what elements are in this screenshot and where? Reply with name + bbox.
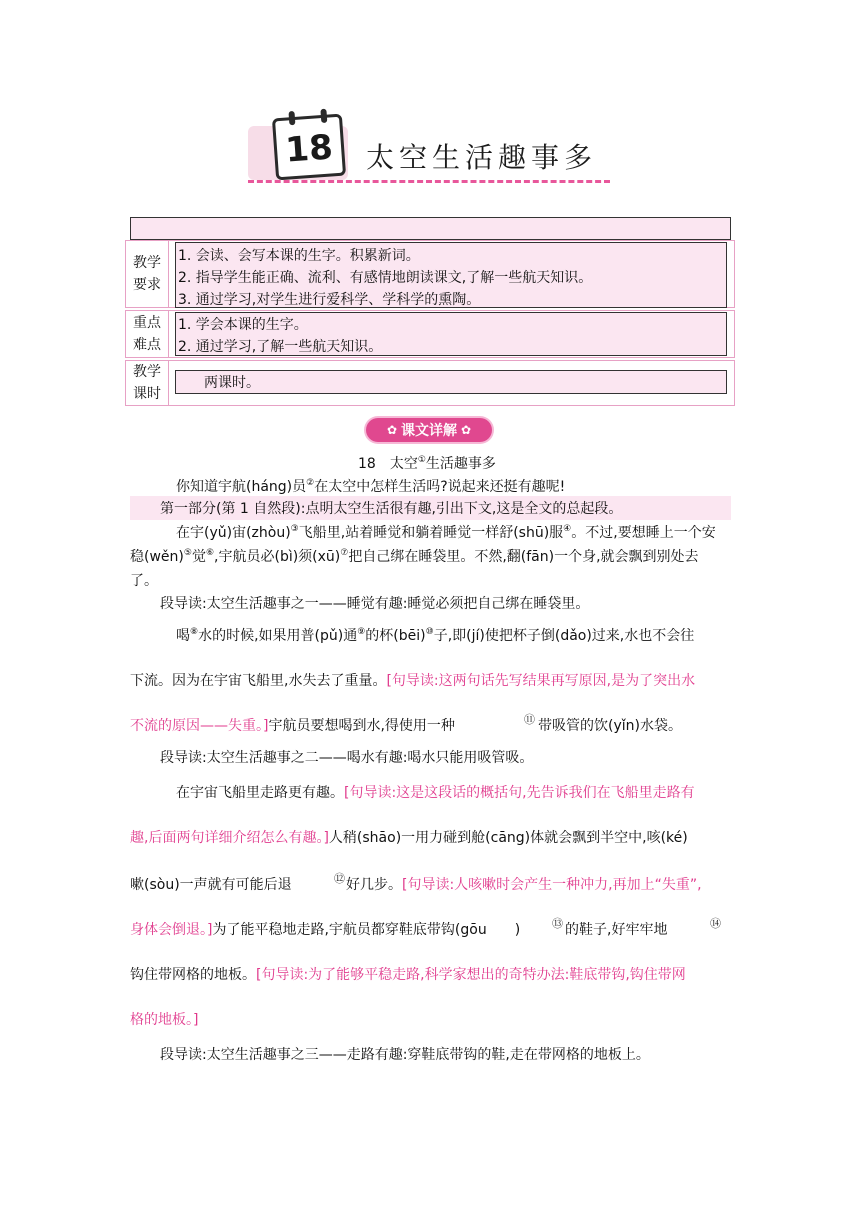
paragraph-line — [130, 828, 688, 848]
text-span: 生活趣事多 — [425, 456, 496, 472]
sentence-guide: 趣,后面两句详细介绍怎么有趣。] — [130, 830, 329, 846]
paragraph-line — [130, 671, 695, 691]
footnote-mark: ① — [417, 455, 426, 465]
row-content — [175, 312, 727, 356]
footnote-mark: ⑤ — [183, 548, 192, 558]
footnote-mark: ⑨ — [357, 627, 366, 637]
footnote-mark: ⑬ — [552, 917, 563, 930]
text-span: 。不过,要想睡上一个安 — [571, 525, 716, 541]
paragraph-line — [346, 875, 702, 895]
row-label — [125, 360, 169, 406]
objective-item: 1. 会读、会写本课的生字。积累新词。 — [178, 248, 420, 264]
row-label-line: 重点 — [133, 315, 161, 331]
key-point-item: 1. 学会本课的生字。 — [178, 317, 308, 333]
paragraph-line: 带吸管的饮(yǐn)水袋。 — [538, 718, 682, 734]
row-label-line: 课时 — [133, 386, 161, 402]
text-span: 在宇(yǔ)宙(zhòu) — [176, 525, 291, 541]
sentence-guide: [句导读:这两句话先写结果再写原因,是为了突出水 — [386, 673, 696, 689]
section-badge — [366, 418, 492, 442]
objective-row-key-points — [125, 310, 735, 358]
paragraph-line — [130, 716, 455, 736]
part-summary: 第一部分(第 1 自然段):点明太空生活很有趣,引出下文,这是全文的总起段。 — [160, 501, 623, 517]
footnote-mark: ⑩ — [425, 627, 434, 637]
row-content — [175, 242, 727, 308]
text-span: 在太空中怎样生活吗?说起来还挺有趣呢! — [314, 479, 566, 495]
text-span: 的杯(bēi) — [365, 628, 426, 644]
paragraph-line — [130, 965, 686, 985]
objective-row-periods — [125, 360, 735, 406]
sentence-guide: 身体会倒退。] — [130, 922, 213, 938]
text-span: 好几步。 — [346, 877, 402, 893]
footnote-mark: ⑪ — [524, 713, 535, 726]
objective-row-goals — [125, 240, 735, 308]
footnote-mark: ⑧ — [190, 627, 199, 637]
text-heading — [358, 454, 496, 474]
paragraph-line: 嗽(sòu)一声就有可能后退 — [130, 877, 292, 893]
section-badge-label: 课文详解 — [401, 423, 457, 439]
row-label — [125, 310, 169, 358]
sentence-guide: 不流的原因——失重。] — [130, 718, 269, 734]
footnote-mark: ④ — [563, 524, 572, 534]
title-underline — [248, 180, 610, 183]
period-value: 两课时。 — [204, 375, 260, 391]
calendar-icon — [272, 114, 346, 181]
lesson-number: 18 — [284, 127, 335, 171]
sentence-guide: [句导读:这是这段话的概括句,先告诉我们在飞船里走路有 — [344, 785, 695, 801]
text-span: 把自己绑在睡袋里。不然,翻(fān)一个身,就会飘到别处去 — [348, 549, 699, 565]
paragraph-line: 的鞋子,好牢牢地 — [565, 922, 668, 938]
paragraph-line — [130, 547, 699, 567]
paragraph-guide: 段导读:太空生活趣事之一——睡觉有趣:睡觉必须把自己绑在睡袋里。 — [160, 596, 590, 612]
footnote-mark: ③ — [290, 524, 299, 534]
paragraph-guide: 段导读:太空生活趣事之二——喝水有趣:喝水只能用吸管吸。 — [160, 750, 534, 766]
row-label-line: 要求 — [133, 277, 161, 293]
paragraph-line — [130, 920, 520, 940]
calendar-ring — [288, 111, 295, 125]
footnote-mark: ⑦ — [340, 548, 349, 558]
text-span: 水的时候,如果用普(pǔ)通 — [198, 628, 358, 644]
objective-item: 2. 指导学生能正确、流利、有感情地朗读课文,了解一些航天知识。 — [178, 270, 593, 286]
text-span: 钩住带网格的地板。 — [130, 967, 256, 983]
paragraph-line: 了。 — [130, 573, 158, 589]
text-span: 子,即(jí)使把杯子倒(dǎo)过来,水也不会往 — [433, 628, 695, 644]
row-label-line: 难点 — [133, 337, 161, 353]
row-content — [175, 370, 727, 394]
objectives-header-bar — [130, 217, 731, 240]
row-label-line: 教学 — [133, 364, 161, 380]
text-span: 人稍(shāo)一用力碰到舱(cāng)体就会飘到半空中,咳(ké) — [328, 830, 688, 846]
row-label-line: 教学 — [133, 255, 161, 271]
text-span: 为了能平稳地走路,宇航员都穿鞋底带钩(gōu ) — [212, 922, 521, 938]
text-span: 你知道宇航(háng)员 — [176, 479, 307, 495]
star-icon: ✿ — [386, 423, 397, 437]
text-span: 在宇宙飞船里走路更有趣。 — [176, 785, 344, 801]
text-span: ,宇航员必(bì)须(xū) — [214, 549, 341, 565]
footnote-mark: ② — [306, 478, 315, 488]
key-point-item: 2. 通过学习,了解一些航天知识。 — [178, 339, 383, 355]
text-span: 18 太空 — [358, 456, 418, 472]
paragraph-line — [176, 626, 694, 646]
sentence-guide: 格的地板。] — [130, 1012, 199, 1028]
title-banner — [248, 112, 618, 188]
footnote-mark: ⑫ — [334, 872, 345, 885]
sentence-guide: [句导读:人咳嗽时会产生一种冲力,再加上“失重”, — [402, 877, 702, 893]
footnote-mark: ⑥ — [205, 548, 215, 558]
text-span: 宇航员要想喝到水,得使用一种 — [268, 718, 455, 734]
intro-line — [176, 477, 565, 497]
paragraph-line — [176, 783, 695, 803]
paragraph-line — [176, 523, 716, 543]
text-span: 觉 — [191, 549, 206, 565]
sentence-guide: [句导读:为了能够平稳走路,科学家想出的奇特办法:鞋底带钩,钩住带网 — [256, 967, 686, 983]
star-icon: ✿ — [461, 423, 472, 437]
page-title: 太空生活趣事多 — [366, 141, 598, 174]
text-span: 喝 — [176, 628, 190, 644]
paragraph-guide: 段导读:太空生活趣事之三——走路有趣:穿鞋底带钩的鞋,走在带网格的地板上。 — [160, 1047, 650, 1063]
text-span: 飞船里,站着睡觉和躺着睡觉一样舒(shū)服 — [298, 525, 564, 541]
calendar-ring — [320, 109, 327, 123]
text-span: 稳(wěn) — [130, 549, 184, 565]
objective-item: 3. 通过学习,对学生进行爱科学、学科学的熏陶。 — [178, 292, 481, 308]
text-span: 下流。因为在宇宙飞船里,水失去了重量。 — [130, 673, 387, 689]
row-label — [125, 240, 169, 308]
footnote-mark: ⑭ — [710, 917, 721, 930]
